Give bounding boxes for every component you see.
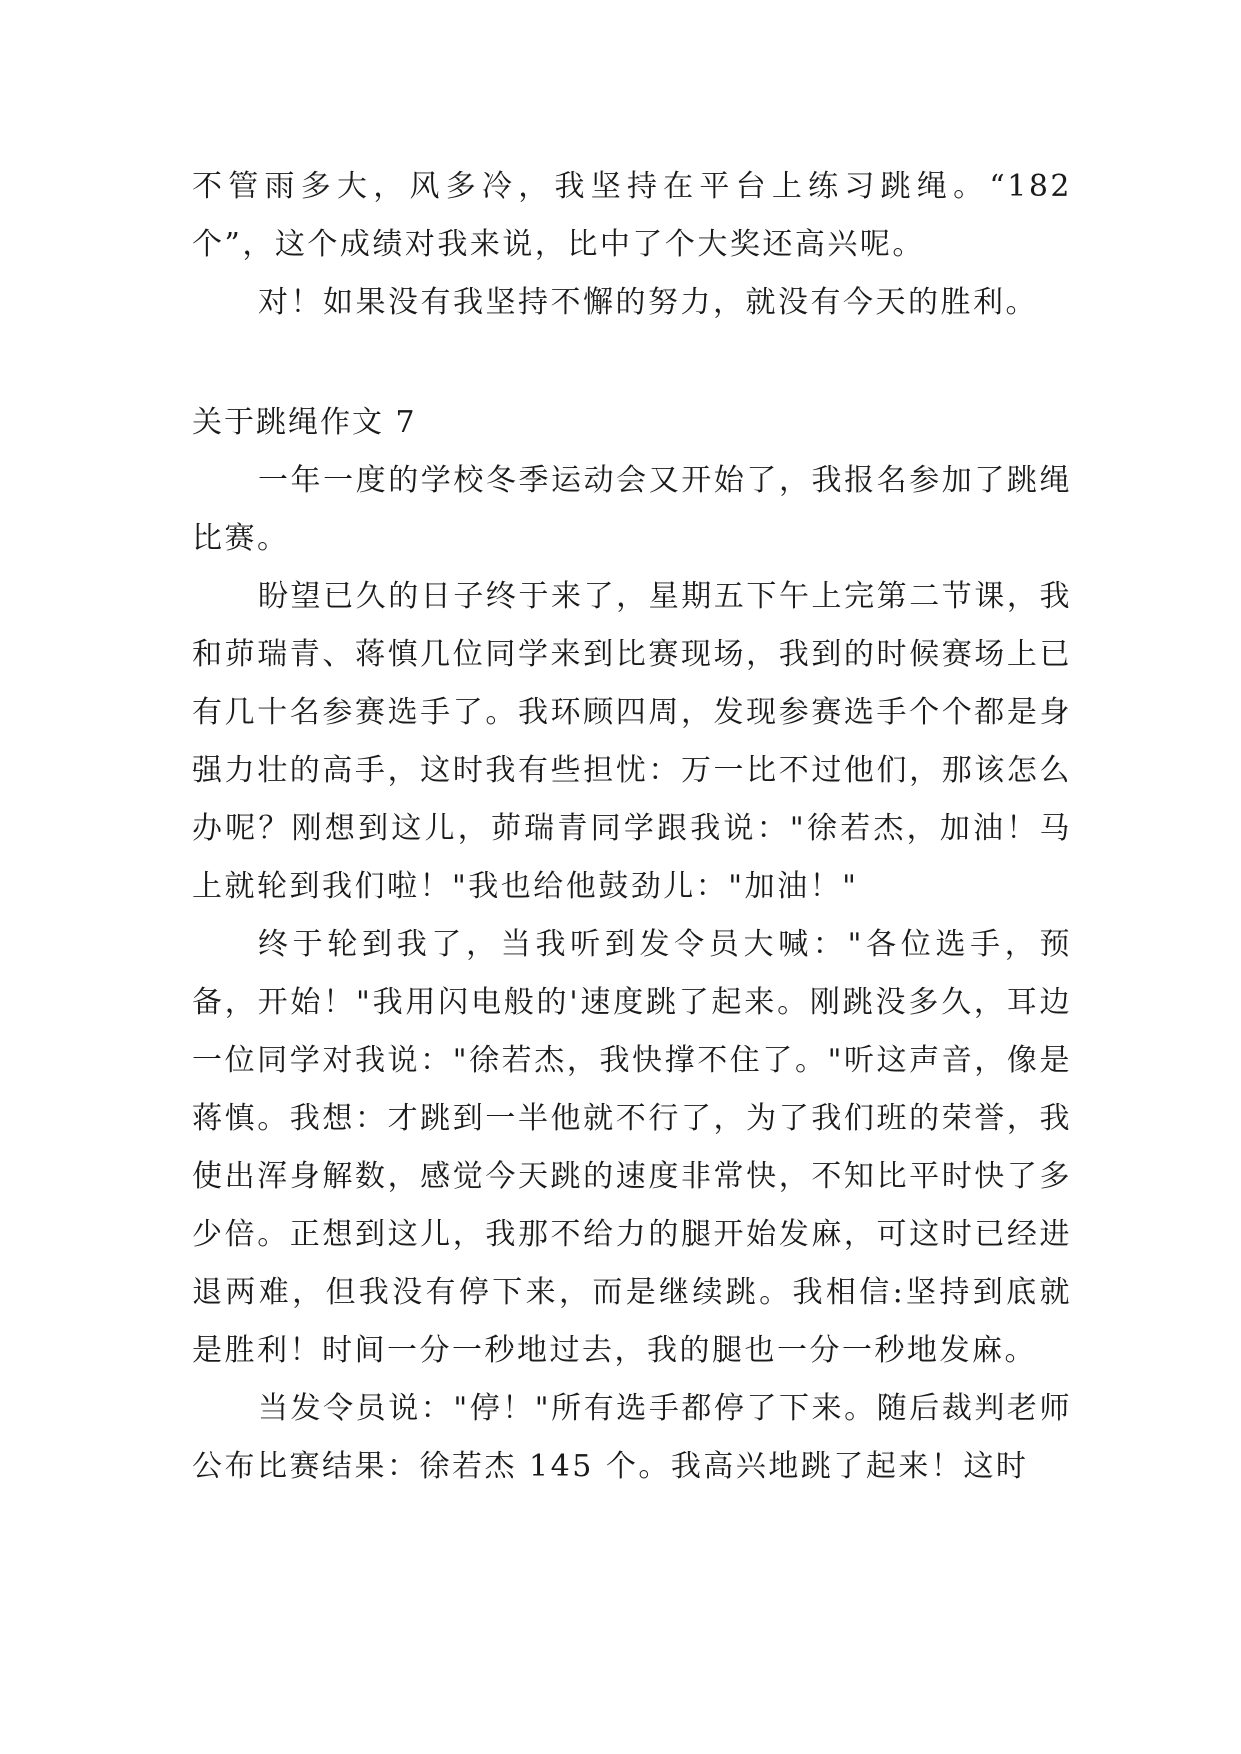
paragraph: 当发令员说："停！"所有选手都停了下来。随后裁判老师公布比赛结果：徐若杰 145 个。我高兴地跳了起来！这时 <box>192 1391 1072 1484</box>
paragraph: 对！如果没有我坚持不懈的努力，就没有今天的胜利。 <box>258 285 1038 320</box>
paragraph: 一年一度的学校冬季运动会又开始了，我报名参加了跳绳比赛。 <box>192 463 1072 556</box>
essay-section-7 <box>192 394 1072 1496</box>
section-heading: 关于跳绳作文 7 <box>192 405 417 440</box>
paragraph: 终于轮到我了，当我听到发令员大喊："各位选手，预备，开始！"我用闪电般的'速度跳了起来。刚跳没多久，耳边一位同学对我说："徐若杰，我快撑不住了。"听这声音，像是蒋慎。我想：才跳到一半他就不行了，为了我们班的荣誉，我使出浑身解数，感觉今天跳的速度非常快，不知比平时快了多少倍。正想到这儿，我那不给力的腿开始发麻，可这时已经进退两难，但我没有停下来，而是继续跳。我相信:坚持到底就是胜利！时间一分一秒地过去，我的腿也一分一秒地发麻。 <box>192 927 1072 1368</box>
paragraph: 不管雨多大，风多冷，我坚持在平台上练习跳绳。“182个”，这个成绩对我来说，比中了个大奖还高兴呢。 <box>192 169 1072 262</box>
previous-essay-ending <box>192 158 1072 332</box>
paragraph: 盼望已久的日子终于来了，星期五下午上完第二节课，我和茆瑞青、蒋慎几位同学来到比赛现场，我到的时候赛场上已有几十名参赛选手了。我环顾四周，发现参赛选手个个都是身强力壮的高手，这时我有些担忧：万一比不过他们，那该怎么办呢？刚想到这儿，茆瑞青同学跟我说："徐若杰，加油！马上就轮到我们啦！"我也给他鼓劲儿："加油！" <box>192 579 1072 904</box>
